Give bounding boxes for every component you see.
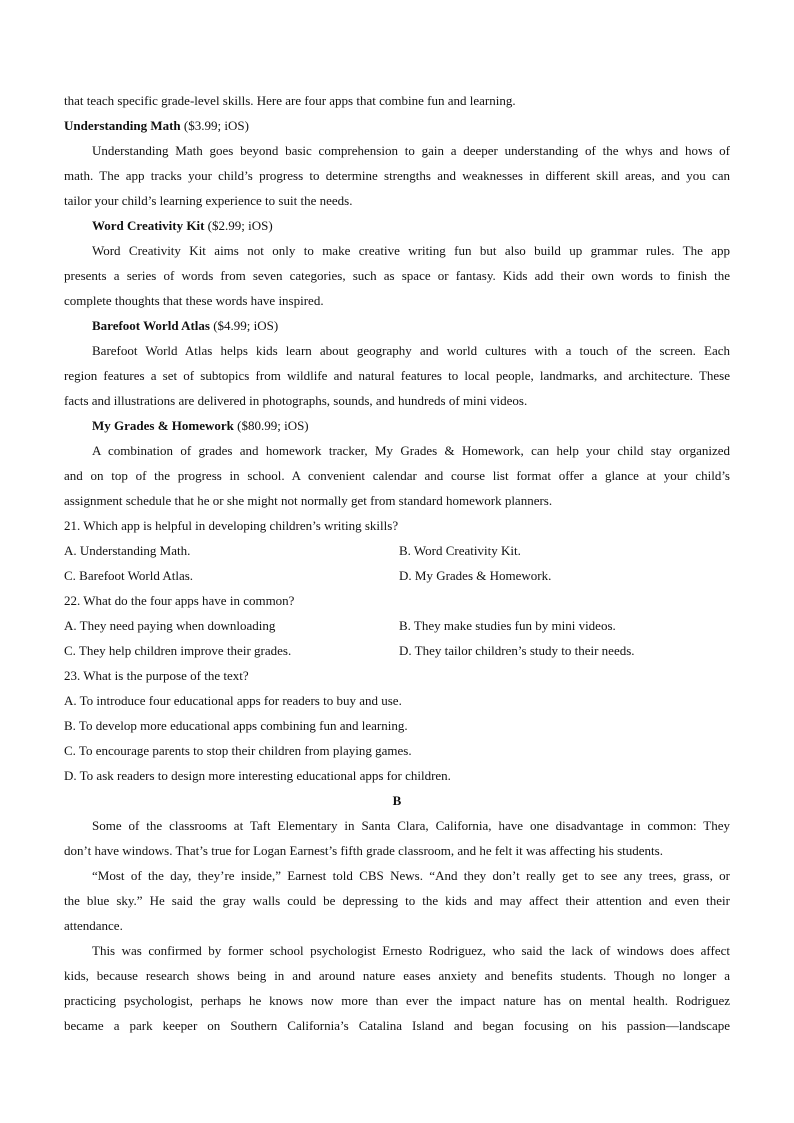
passage-line: became a park keeper on Southern California’s Catalina Island and began focusing on his passion—landscape bbox=[64, 1018, 730, 1033]
option-row bbox=[64, 563, 730, 588]
app-description-line: math. The app tracks your child’s progress to determine strengths and weaknesses in different skill areas, and you can bbox=[64, 168, 730, 183]
passage-line: don’t have windows. That’s true for Logan Earnest’s fifth grade classroom, and he felt it was affecting his students. bbox=[64, 843, 663, 858]
app-heading bbox=[64, 113, 730, 138]
answer-option: D. My Grades & Homework. bbox=[399, 568, 552, 583]
answer-option: B. To develop more educational apps combining fun and learning. bbox=[64, 718, 408, 733]
passage-line: practicing psychologist, perhaps he knows now more than ever the impact nature has on mental health. Rodriguez bbox=[64, 993, 730, 1008]
answer-option: D. They tailor children’s study to their needs. bbox=[399, 643, 635, 658]
app-description-line: A combination of grades and homework tracker, My Grades & Homework, can help your child stay organized bbox=[92, 443, 730, 458]
question-stem: 23. What is the purpose of the text? bbox=[64, 668, 249, 683]
question-stem: 21. Which app is helpful in developing children’s writing skills? bbox=[64, 518, 399, 533]
app-description-line: presents a series of words from seven categories, such as space or fantasy. Kids add their own words to finish the bbox=[64, 268, 730, 283]
section-heading: B bbox=[392, 793, 402, 808]
app-description-line: Barefoot World Atlas helps kids learn about geography and world cultures with a touch of the screen. Each bbox=[92, 343, 730, 358]
intro-line: that teach specific grade-level skills. Here are four apps that combine fun and learning. bbox=[64, 93, 516, 108]
answer-option: A. They need paying when downloading bbox=[64, 618, 276, 633]
answer-option: C. Barefoot World Atlas. bbox=[64, 568, 194, 583]
passage-line: “Most of the day, they’re inside,” Earnest told CBS News. “And they don’t really get to see any trees, grass, or bbox=[92, 868, 730, 883]
passage-line: the blue sky.” He said the gray walls could be depressing to the kids and may affect their attention and even their bbox=[64, 893, 730, 908]
app-name: Barefoot World Atlas bbox=[92, 318, 210, 333]
app-name: Understanding Math bbox=[64, 118, 181, 133]
app-description-line: facts and illustrations are delivered in photographs, sounds, and hundreds of mini videos. bbox=[64, 393, 528, 408]
app-description-line: Understanding Math goes beyond basic comprehension to gain a deeper understanding of the whys and hows of bbox=[92, 143, 730, 158]
passage-line: Some of the classrooms at Taft Elementary in Santa Clara, California, have one disadvantage in common: They bbox=[92, 818, 730, 833]
app-heading bbox=[64, 213, 730, 238]
document-page bbox=[64, 88, 730, 1038]
app-description-line: and on top of the progress in school. A convenient calendar and course list format offer a glance at your child’s bbox=[64, 468, 730, 483]
app-description-line: assignment schedule that he or she might not normally get from standard homework planners. bbox=[64, 493, 553, 508]
app-description-line: Word Creativity Kit aims not only to make creative writing fun but also build up grammar rules. The app bbox=[92, 243, 730, 258]
answer-option: A. To introduce four educational apps for readers to buy and use. bbox=[64, 693, 402, 708]
passage-line: kids, because research shows being in and around nature eases anxiety and benefits students. Though no longer a bbox=[64, 968, 730, 983]
app-name: Word Creativity Kit bbox=[92, 218, 205, 233]
app-description-line: complete thoughts that these words have inspired. bbox=[64, 293, 324, 308]
option-row bbox=[64, 613, 730, 638]
app-price: ($4.99; iOS) bbox=[213, 318, 279, 333]
answer-option: A. Understanding Math. bbox=[64, 543, 191, 558]
app-heading bbox=[64, 413, 730, 438]
app-description-line: region features a set of subtopics from wildlife and natural features to local people, landmarks, and architecture. These bbox=[64, 368, 730, 383]
question-stem: 22. What do the four apps have in common? bbox=[64, 593, 295, 608]
answer-option: B. They make studies fun by mini videos. bbox=[399, 618, 616, 633]
app-price: ($3.99; iOS) bbox=[183, 118, 249, 133]
app-price: ($80.99; iOS) bbox=[237, 418, 309, 433]
passage-line: attendance. bbox=[64, 918, 123, 933]
passage-line: This was confirmed by former school psychologist Ernesto Rodriguez, who said the lack of windows does affect bbox=[92, 943, 730, 958]
app-heading bbox=[64, 313, 730, 338]
answer-option: D. To ask readers to design more interesting educational apps for children. bbox=[64, 768, 451, 783]
answer-option: C. They help children improve their grades. bbox=[64, 643, 292, 658]
answer-option: B. Word Creativity Kit. bbox=[399, 543, 521, 558]
app-name: My Grades & Homework bbox=[92, 418, 234, 433]
option-row bbox=[64, 638, 730, 663]
app-description-line: tailor your child’s learning experience to suit the needs. bbox=[64, 193, 353, 208]
answer-option: C. To encourage parents to stop their children from playing games. bbox=[64, 743, 412, 758]
app-price: ($2.99; iOS) bbox=[207, 218, 273, 233]
option-row bbox=[64, 538, 730, 563]
